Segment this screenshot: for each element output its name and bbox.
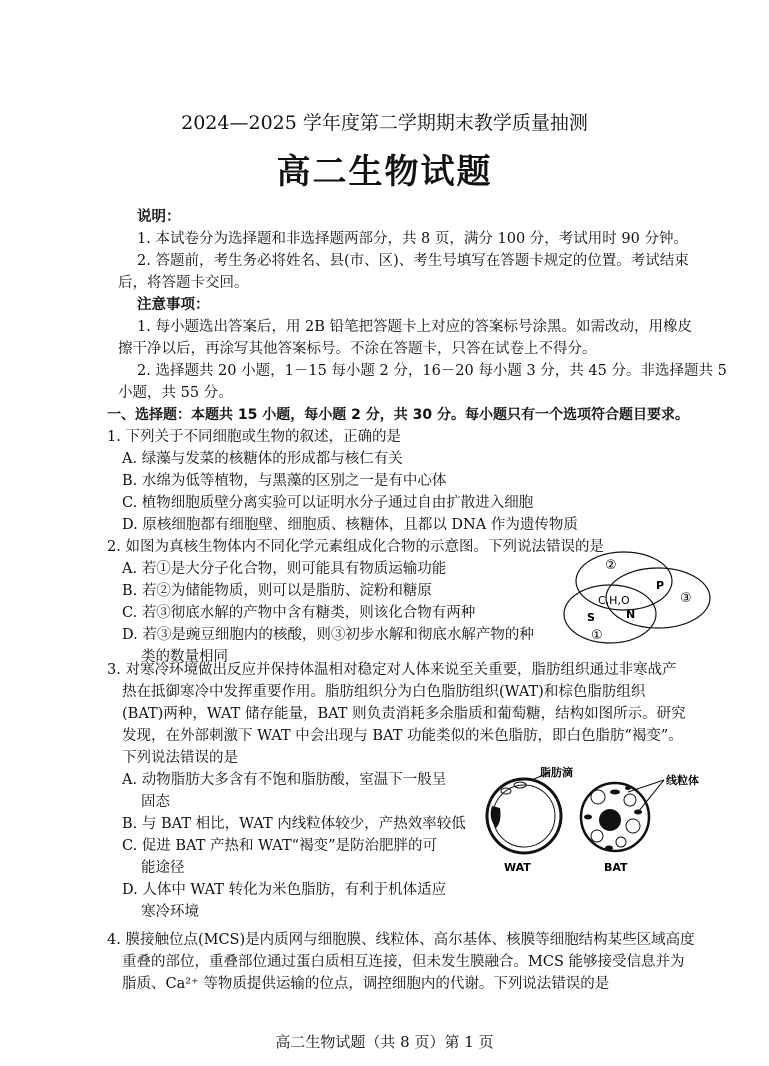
question-4-stem: 重叠的部位，重叠部位通过蛋白质相互连接，但未发生膜融合。MCS 能够接受信息并为 [122,954,685,970]
subject-title: 高二生物试题 [276,152,493,192]
question-3-option-c-cont: 能途径 [141,860,185,876]
question-4-stem: 4. 膜接触位点(MCS)是内质网与细胞膜、线粒体、高尔基体、核膜等细胞结构某些区域高度 [107,932,695,948]
question-3-option-b: B. 与 BAT 相比，WAT 内线粒体较少，产热效率较低 [122,816,466,832]
instruction-line: 2. 答题前，考生务必将姓名、县(市、区)、考生号填写在答题卡规定的位置。考试结束 [137,253,689,269]
question-3-option-d-cont: 寒冷环境 [141,904,199,920]
question-3-stem: (BAT)两种，WAT 储存能量，BAT 则负责消耗多余脂质和葡萄糖，结构如图所示。研究 [122,706,686,722]
exam-title: 2024—2025 学年度第二学期期末教学质量抽测 [181,112,588,134]
venn-label-3: ③ [680,591,692,606]
question-2-option-a: A. 若①是大分子化合物，则可能具有物质运输功能 [122,561,447,577]
question-3-option-c: C. 促进 BAT 产热和 WAT“褐变”是防治肥胖的可 [122,838,437,854]
question-3-stem: 3. 对寒冷环境做出反应并保持体温相对稳定对人体来说至关重要，脂肪组织通过非寒战产 [107,662,677,678]
bat-cell [581,783,649,851]
question-1-option-a: A. 绿藻与发菜的核糖体的形成都与核仁有关 [122,451,403,467]
question-3-stem: 发现，在外部刺激下 WAT 中会出现与 BAT 功能类似的米色脂肪，即白色脂肪“褐变”。 [122,728,683,744]
question-3-option-a: A. 动物脂肪大多含有不饱和脂肪酸，室温下一般呈 [122,772,447,788]
note-line: 1. 每小题选出答案后，用 2B 铅笔把答题卡上对应的答案标号涂黑。如需改动，用橡皮 [137,319,693,335]
instruction-line: 1. 本试卷分为选择题和非选择题两部分，共 8 页，满分 100 分，考试用时 90 分钟。 [137,231,688,247]
question-4-stem: 脂质、Ca²⁺ 等物质提供运输的位点，调控细胞内的代谢。下列说法错误的是 [122,976,610,992]
question-3-stem: 下列说法错误的是 [122,750,238,766]
question-1-option-c: C. 植物细胞质壁分离实验可以证明水分子通过自由扩散进入细胞 [122,495,534,511]
question-2-option-d: D. 若③是豌豆细胞内的核酸，则③初步水解和彻底水解产物的种 [122,627,534,643]
note-line: 擦干净以后，再涂写其他答案标号。不涂在答题卡，只答在试卷上不得分。 [118,341,597,357]
question-3-stem: 热在抵御寒冷中发挥重要作用。脂肪组织分为白色脂肪组织(WAT)和棕色脂肪组织 [122,684,646,700]
notes-heading: 注意事项： [137,297,210,313]
question-3-option-d: D. 人体中 WAT 转化为米色脂肪，有利于机体适应 [122,882,447,898]
question-2-option-c: C. 若③彻底水解的产物中含有糖类，则该化合物有两种 [122,605,476,621]
venn-label-p: P [656,579,665,592]
question-2-stem: 2. 如图为真核生物体内不同化学元素组成化合物的示意图。下列说法错误的是 [107,539,604,555]
venn-label-n: N [626,608,636,621]
question-1-option-b: B. 水绵为低等植物，与黑藻的区别之一是有中心体 [122,473,447,489]
question-2-option-b: B. 若②为储能物质，则可以是脂肪、淀粉和糖原 [122,583,432,599]
lipid-droplet-label: 脂肪滴 [540,766,573,779]
wat-label: WAT [504,861,531,874]
mitochondria-label: 线粒体 [666,774,699,787]
venn-label-1: ① [591,628,603,643]
bat-label: BAT [604,861,628,874]
venn-center-label: C,H,O [598,594,630,607]
question-1-option-d: D. 原核细胞都有细胞壁、细胞质、核糖体，且都以 DNA 作为遗传物质 [122,517,578,533]
question-1-stem: 1. 下列关于不同细胞或生物的叙述，正确的是 [107,429,401,445]
instructions-heading: 说明： [137,209,181,225]
venn-label-2: ② [605,558,617,573]
question-3-option-a-cont: 固态 [141,794,170,810]
section-heading: 一、选择题：本题共 15 小题，每小题 2 分，共 30 分。每小题只有一个选项符合题目要求。 [107,407,689,423]
instruction-line: 后，将答题卡交回。 [118,275,249,291]
note-line: 小题，共 55 分。 [118,385,233,401]
fat-cell-figure [478,762,728,878]
page-footer: 高二生物试题（共 8 页）第 1 页 [275,1033,494,1051]
venn-diagram [558,548,716,648]
note-line: 2. 选择题共 20 小题，1－15 每小题 2 分，16－20 每小题 3 分，共 45 分。非选择题共 5 [137,363,727,379]
venn-label-s: S [587,611,595,624]
wat-cell [487,779,561,853]
question-2-option-d-cont: 类的数量相同 [141,649,228,665]
